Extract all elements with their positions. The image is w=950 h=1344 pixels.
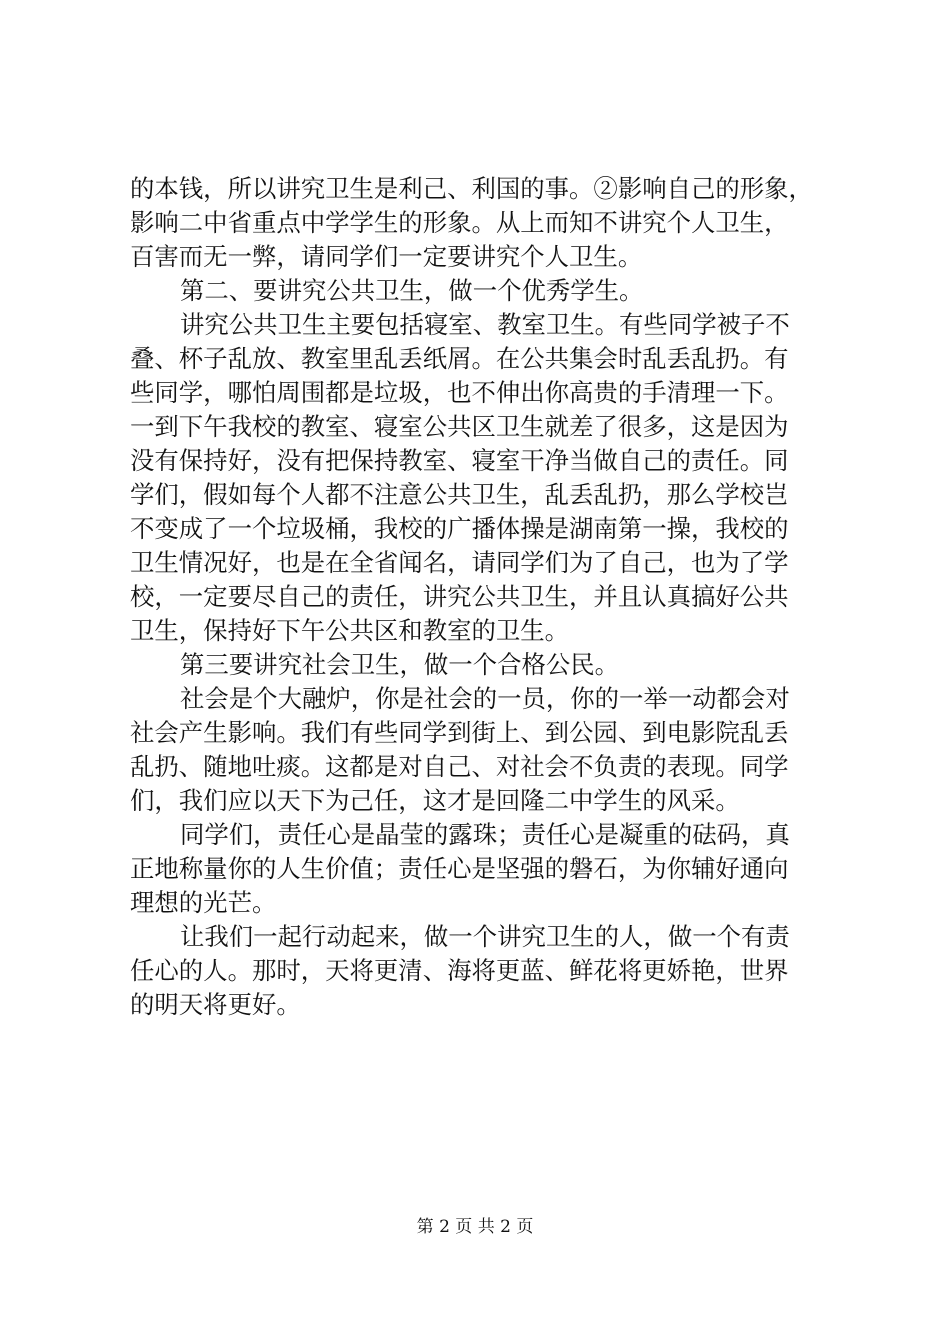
- text-line: 没有保持好，没有把保持教室、寝室干净当做自己的责任。同: [130, 446, 789, 475]
- section-heading: 第二、要讲究公共卫生，做一个优秀学生。: [180, 276, 644, 305]
- section-heading: 第三要讲究社会卫生，做一个合格公民。: [180, 650, 620, 679]
- text-line: 些同学，哪怕周围都是垃圾，也不伸出你高贵的手清理一下。: [130, 378, 789, 407]
- text-line: 叠、杯子乱放、教室里乱丢纸屑。在公共集会时乱丢乱扔。有: [130, 344, 789, 373]
- text-line: 学们，假如每个人都不注意公共卫生，乱丢乱扔，那么学校岂: [130, 480, 789, 509]
- text-line: 乱扔、随地吐痰。这都是对自己、对社会不负责的表现。同学: [130, 752, 789, 781]
- text-line: 讲究公共卫生主要包括寝室、教室卫生。有些同学被子不: [180, 310, 790, 339]
- text-line: 社会产生影响。我们有些同学到街上、到公园、到电影院乱丢: [130, 718, 789, 747]
- page-number-footer: 第 2 页 共 2 页: [416, 1217, 534, 1237]
- text-line: 一到下午我校的教室、寝室公共区卫生就差了很多，这是因为: [130, 412, 789, 441]
- text-line: 理想的光芒。: [130, 888, 277, 917]
- text-line: 的明天将更好。: [130, 990, 301, 1019]
- text-line: 卫生情况好，也是在全省闻名，请同学们为了自己，也为了学: [130, 548, 789, 577]
- text-line: 影响二中省重点中学学生的形象。从上而知不讲究个人卫生，: [130, 208, 789, 237]
- text-line: 百害而无一弊，请同学们一定要讲究个人卫生。: [130, 242, 643, 271]
- text-line: 同学们，责任心是晶莹的露珠；责任心是凝重的砝码，真: [180, 820, 790, 849]
- text-line: 卫生，保持好下午公共区和教室的卫生。: [130, 616, 570, 645]
- text-line: 校，一定要尽自己的责任，讲究公共卫生，并且认真搞好公共: [130, 582, 789, 611]
- text-line: 们，我们应以天下为己任，这才是回隆二中学生的风采。: [130, 786, 740, 815]
- document-body: [130, 172, 830, 1022]
- text-line: 的本钱，所以讲究卫生是利己、利国的事。②影响自己的形象，: [130, 174, 813, 203]
- text-line: 让我们一起行动起来，做一个讲究卫生的人，做一个有责: [180, 922, 790, 951]
- text-line: 任心的人。那时，天将更清、海将更蓝、鲜花将更娇艳，世界: [130, 956, 789, 985]
- text-line: 社会是个大融炉，你是社会的一员，你的一举一动都会对: [180, 684, 790, 713]
- text-line: 正地称量你的人生价值；责任心是坚强的磐石，为你辅好通向: [130, 854, 789, 883]
- text-line: 不变成了一个垃圾桶，我校的广播体操是湖南第一操，我校的: [130, 514, 789, 543]
